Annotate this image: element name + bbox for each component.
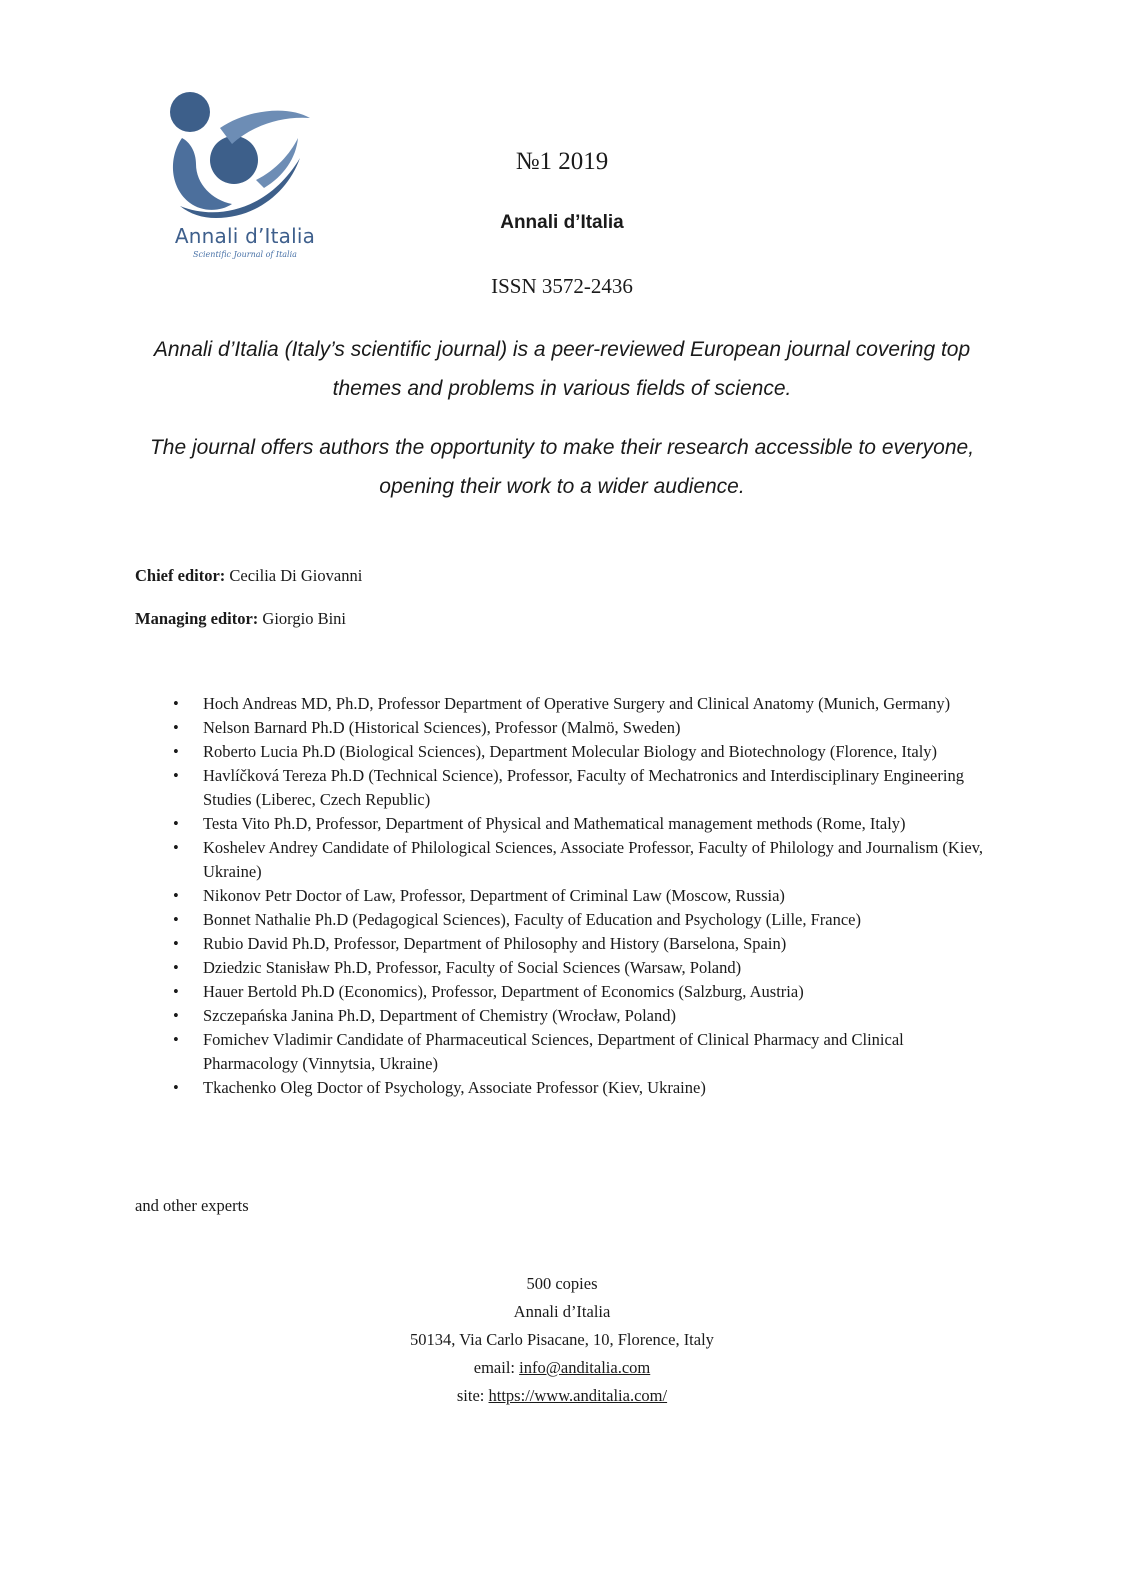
board-member: Hoch Andreas MD, Ph.D, Professor Department of Operative Surgery and Clinical Anatomy (Munich, Germany)	[203, 694, 951, 713]
board-member: Nelson Barnard Ph.D (Historical Sciences), Professor (Malmö, Sweden)	[203, 718, 681, 737]
description-paragraph-1: Annali d’Italia (Italy’s scientific journal) is a peer-reviewed European journal covering top themes and problems in various fields of science.	[153, 338, 971, 400]
board-member: Fomichev Vladimir Candidate of Pharmaceutical Sciences, Department of Clinical Pharmacy and Clinical Pharmacology (Vinnytsia, Ukraine)	[203, 1030, 904, 1073]
bullet-icon: •	[173, 982, 179, 1001]
publisher-address: 50134, Via Carlo Pisacane, 10, Florence, Italy	[410, 1330, 714, 1349]
list-item	[165, 908, 985, 932]
imprint-footer	[0, 1270, 1124, 1410]
bullet-icon: •	[173, 1006, 179, 1025]
bullet-icon: •	[173, 694, 179, 713]
editorial-board-list	[165, 692, 985, 1100]
bullet-icon: •	[173, 934, 179, 953]
print-run: 500 copies	[526, 1274, 598, 1293]
list-item	[165, 836, 985, 884]
list-item	[165, 1004, 985, 1028]
logo-swoosh-top	[220, 111, 310, 144]
bullet-icon: •	[173, 1078, 179, 1097]
list-item	[165, 692, 985, 716]
list-item	[165, 716, 985, 740]
issn: ISSN 3572-2436	[491, 274, 633, 298]
board-member: Hauer Bertold Ph.D (Economics), Professor, Department of Economics (Salzburg, Austria)	[203, 982, 804, 1001]
issue-number: №1 2019	[515, 148, 609, 175]
site-label: site:	[456, 1386, 485, 1405]
bullet-icon: •	[173, 814, 179, 833]
list-item	[165, 812, 985, 836]
bullet-icon: •	[173, 910, 179, 929]
managing-editor	[135, 609, 346, 629]
logo-subtitle: Scientific Journal of Italia	[193, 250, 297, 259]
list-item	[165, 884, 985, 908]
chief-editor	[135, 566, 362, 586]
board-member: Bonnet Nathalie Ph.D (Pedagogical Sciences), Faculty of Education and Psychology (Lille, France)	[203, 910, 861, 929]
board-member: Koshelev Andrey Candidate of Philological Sciences, Associate Professor, Faculty of Philology and Journalism (Kiev, Ukraine)	[203, 838, 984, 881]
bullet-icon: •	[173, 766, 179, 785]
board-member: Tkachenko Oleg Doctor of Psychology, Associate Professor (Kiev, Ukraine)	[203, 1078, 706, 1097]
email-label: email:	[473, 1358, 515, 1377]
logo-head-shape	[170, 92, 210, 132]
board-member: Testa Vito Ph.D, Professor, Department of Physical and Mathematical management methods (Rome, Italy)	[203, 814, 906, 833]
bullet-icon: •	[173, 886, 179, 905]
email-line	[0, 1354, 1124, 1382]
journal-logo	[160, 88, 330, 268]
chief-editor-label: Chief editor:	[135, 566, 226, 585]
board-member: Dziedzic Stanisław Ph.D, Professor, Faculty of Social Sciences (Warsaw, Poland)	[203, 958, 742, 977]
list-item	[165, 956, 985, 980]
list-item	[165, 932, 985, 956]
journal-title: Annali d’Italia	[500, 212, 624, 233]
list-item	[165, 740, 985, 764]
bullet-icon: •	[173, 958, 179, 977]
list-item	[165, 764, 985, 812]
email-link[interactable]: info@anditalia.com	[519, 1358, 651, 1377]
bullet-icon: •	[173, 1030, 179, 1049]
site-line	[0, 1382, 1124, 1410]
logo-name: Annali d’Italia	[174, 224, 316, 248]
board-member: Havlíčková Tereza Ph.D (Technical Science), Professor, Faculty of Mechatronics and Interdisciplinary Engineering Studies (Liberec, Czech Republic)	[203, 766, 964, 809]
board-member: Nikonov Petr Doctor of Law, Professor, Department of Criminal Law (Moscow, Russia)	[203, 886, 785, 905]
bullet-icon: •	[173, 718, 179, 737]
bullet-icon: •	[173, 742, 179, 761]
list-item	[165, 1028, 985, 1076]
bullet-icon: •	[173, 838, 179, 857]
chief-editor-name: Cecilia Di Giovanni	[229, 566, 363, 585]
list-item	[165, 980, 985, 1004]
description-paragraph-2: The journal offers authors the opportunity to make their research accessible to everyone, opening their work to a wider audience.	[149, 436, 975, 498]
board-member: Rubio David Ph.D, Professor, Department of Philosophy and History (Barselona, Spain)	[203, 934, 787, 953]
managing-editor-label: Managing editor:	[135, 609, 259, 628]
publisher-name: Annali d’Italia	[513, 1302, 611, 1321]
board-member: Szczepańska Janina Ph.D, Department of Chemistry (Wrocław, Poland)	[203, 1006, 676, 1025]
list-item	[165, 1076, 985, 1100]
managing-editor-name: Giorgio Bini	[262, 609, 347, 628]
other-experts-note: and other experts	[135, 1196, 249, 1215]
site-link[interactable]: https://www.anditalia.com/	[488, 1386, 668, 1405]
board-member: Roberto Lucia Ph.D (Biological Sciences), Department Molecular Biology and Biotechnology (Florence, Italy)	[203, 742, 938, 761]
